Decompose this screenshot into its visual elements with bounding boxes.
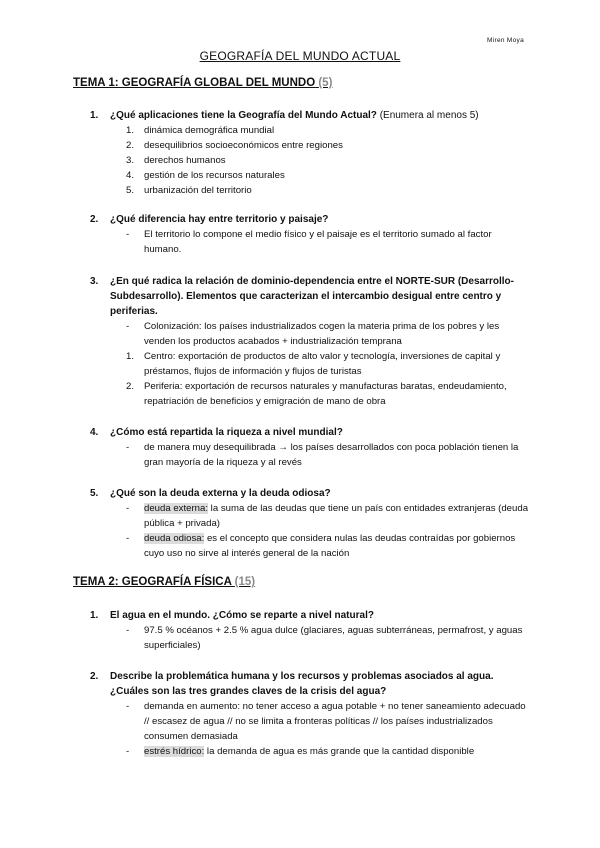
list-marker: - (126, 625, 130, 636)
question-number: 2. (90, 671, 99, 682)
list-marker: - (126, 746, 130, 757)
list-item-text: la demanda de agua es más grande que la cantidad disponible (204, 746, 475, 757)
list-item-text: desequilibrios socioeconómicos entre regiones (144, 140, 343, 151)
list-item-text: Periferia: exportación de recursos naturales y manufacturas baratas, endeudamiento, repatriación de beneficios y emigración de mano de obra (144, 381, 507, 407)
list-item (90, 623, 530, 653)
question-block (90, 486, 530, 561)
section-heading-text: TEMA 1: GEOGRAFÍA GLOBAL DEL MUNDO (73, 77, 316, 89)
list-marker: 1. (126, 351, 135, 362)
question-block (90, 425, 530, 470)
question-number: 2. (90, 214, 99, 225)
list-marker: 1. (126, 125, 135, 136)
section-heading-text: TEMA 2: GEOGRAFÍA FÍSICA (73, 576, 232, 588)
list-marker: - (126, 533, 130, 544)
question-block (90, 274, 530, 409)
list-item (90, 379, 530, 409)
question-block (90, 212, 530, 257)
list-item-text: Colonización: los países industrializados cogen la materia prima de los pobres y les venden los productos acabados + industrialización temprana (144, 321, 500, 347)
question-text (110, 108, 530, 123)
list-item-text: Centro: exportación de productos de alto valor y tecnología, inversiones de capital y préstamos, flujos de información y flujos de turistas (144, 351, 501, 377)
list-marker: 2. (126, 140, 135, 151)
list-item-text: de manera muy desequilibrada → los países desarrollados con poca población tienen la gran mayoría de la riqueza y al revés (144, 442, 519, 468)
list-marker: 3. (126, 155, 135, 166)
highlighted-term: deuda odiosa: (144, 533, 205, 544)
list-item (90, 183, 530, 198)
list-item (90, 138, 530, 153)
question-number: 4. (90, 427, 99, 438)
question-note: (Enumera al menos 5) (379, 110, 479, 121)
question-block (90, 608, 530, 653)
list-marker: - (126, 701, 130, 712)
question-label: ¿Qué aplicaciones tiene la Geografía del Mundo Actual? (110, 110, 377, 121)
list-marker: - (126, 321, 130, 332)
section-count: (15) (234, 576, 256, 588)
list-item (90, 349, 530, 379)
list-item-text: es el concepto que considera nulas las deudas contraídas por gobiernos cuyo uso no sirve al interés general de la nación (144, 533, 516, 559)
list-item (90, 531, 530, 561)
list-item (90, 123, 530, 138)
question-number: 3. (90, 276, 99, 287)
answer-list (90, 227, 530, 257)
list-item-text: urbanización del territorio (144, 185, 252, 196)
list-item-text: demanda en aumento: no tener acceso a agua potable + no tener saneamiento adecuado // escasez de agua // no se limita a fronteras políticas // los países industrializados consumen demasiada (144, 701, 526, 742)
list-marker: 4. (126, 170, 135, 181)
list-marker: - (126, 229, 130, 240)
list-item (90, 153, 530, 168)
question-text: El agua en el mundo. ¿Cómo se reparte a nivel natural? (110, 610, 374, 621)
list-marker: 2. (126, 381, 135, 392)
answer-list (90, 123, 530, 198)
question-number: 5. (90, 488, 99, 499)
question-block (90, 669, 530, 759)
question-number: 1. (90, 110, 99, 121)
question-number: 1. (90, 610, 99, 621)
list-marker: - (126, 442, 130, 453)
list-item (90, 319, 530, 349)
list-item (90, 501, 530, 531)
question-text: Describe la problemática humana y los recursos y problemas asociados al agua. ¿Cuáles son las tres grandes claves de la crisis del agua? (110, 671, 494, 697)
question-text: ¿Cómo está repartida la riqueza a nivel mundial? (110, 427, 343, 438)
question-text: ¿Qué diferencia hay entre territorio y paisaje? (110, 214, 329, 225)
answer-list (90, 501, 530, 561)
list-marker: 5. (126, 185, 135, 196)
list-item (90, 744, 530, 759)
answer-list (90, 699, 530, 759)
answer-list (90, 623, 530, 653)
author-name: Miren Moya (487, 37, 524, 44)
list-item-text: derechos humanos (144, 155, 226, 166)
list-item-text: la suma de las deudas que tiene un país con entidades extranjeras (deuda pública + privada) (144, 503, 529, 529)
highlighted-term: estrés hídrico: (144, 746, 205, 757)
section-count: (5) (318, 77, 333, 89)
list-item (90, 699, 530, 744)
list-item-text: El territorio lo compone el medio físico y el paisaje es el territorio sumado al factor humano. (144, 229, 492, 255)
answer-list (90, 440, 530, 470)
list-marker: - (126, 503, 130, 514)
list-item-text: 97.5 % océanos + 2.5 % agua dulce (glaciares, aguas subterráneas, permafrost, y aguas superficiales) (144, 625, 523, 651)
question-text: ¿En qué radica la relación de dominio-dependencia entre el NORTE-SUR (Desarrollo-Subdesarrollo). Elementos que caracterizan el intercambio desigual entre centro y periferias. (110, 276, 514, 317)
section-heading-tema-1 (73, 77, 332, 89)
document-title: GEOGRAFÍA DEL MUNDO ACTUAL (199, 49, 401, 63)
list-item (90, 227, 530, 257)
list-item (90, 168, 530, 183)
list-item-text: dinámica demográfica mundial (144, 125, 275, 136)
question-text: ¿Qué son la deuda externa y la deuda odiosa? (110, 488, 331, 499)
question-block (90, 108, 530, 198)
list-item-text: gestión de los recursos naturales (144, 170, 285, 181)
list-item (90, 440, 530, 470)
highlighted-term: deuda externa: (144, 503, 209, 514)
section-heading-tema-2 (73, 576, 255, 588)
answer-list (90, 319, 530, 409)
